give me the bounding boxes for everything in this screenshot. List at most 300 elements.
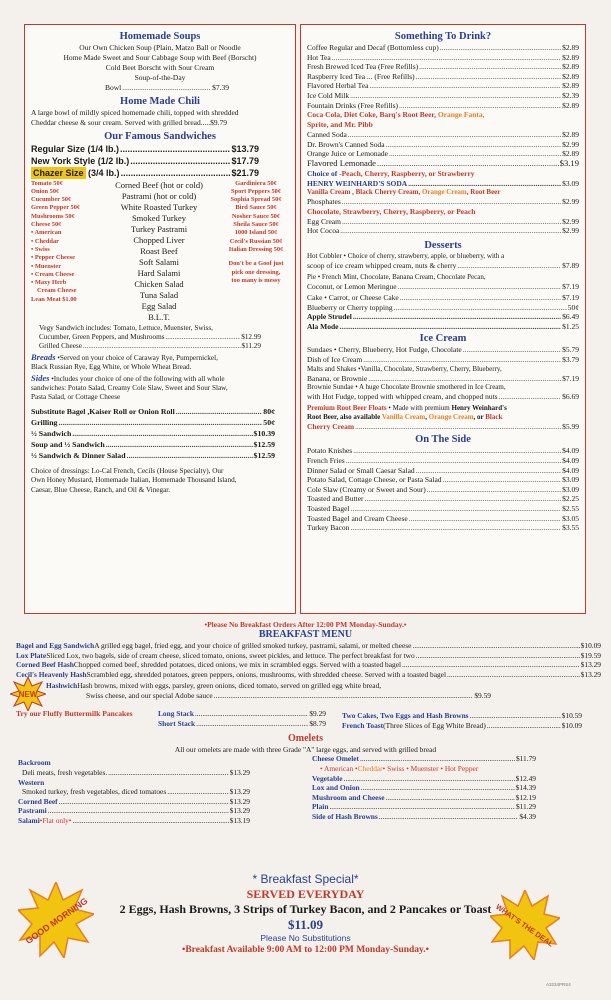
cheese-opt: • Swiss • Muenster • Hot Pepper	[382, 763, 479, 773]
vanilla-flavors: Vanilla Cream , Black Cherry Cream,	[307, 188, 422, 197]
short-stack-label: Short Stack	[158, 719, 196, 729]
malts-line-2	[307, 374, 579, 384]
dessert-row	[307, 293, 579, 303]
size-regular	[31, 143, 289, 155]
sandwich-item: B.L.T.	[148, 311, 170, 322]
extra-tomato: Tomato 50¢	[31, 179, 63, 187]
side-row	[307, 446, 579, 456]
dessert-label: Ala Mode	[307, 321, 339, 331]
drink-price: $2.99	[562, 216, 579, 226]
extra-row	[31, 428, 289, 439]
extra-row	[31, 417, 289, 428]
drink-row	[307, 91, 579, 101]
french-toast-price: $10.09	[561, 721, 582, 731]
size-newyork	[31, 155, 289, 167]
short-stack-price: $8.79	[309, 719, 326, 729]
left-extras	[31, 180, 95, 323]
omelet-name: Cheese Omelet	[312, 754, 359, 764]
breakfast-item	[10, 651, 601, 661]
desserts-title: Desserts	[424, 239, 462, 251]
extra-lean-meat: Lean Meat $1.00	[31, 295, 77, 303]
left-panel	[24, 24, 296, 614]
extra-label: Substitute Bagel ,Kaiser Roll or Onion Roll	[31, 407, 175, 417]
breakfast-item-price: $13.29	[580, 669, 601, 679]
special-hours-text: •Breakfast Available 9:00 AM to 12:00 PM Monday-Sunday.•	[182, 945, 429, 955]
omelet-name: Corned Beef	[18, 796, 58, 806]
drink-price: $2.39	[562, 90, 579, 100]
side-row	[307, 466, 579, 476]
side-label: French Fries	[307, 456, 345, 466]
drink-label: Fresh Brewed Iced Tea (Free Refills)	[307, 62, 419, 72]
omelet-row	[312, 793, 536, 803]
special-items: 2 Eggs, Hash Browns, 3 Strips of Turkey Bacon, and 2 Pancakes or Toast	[119, 902, 492, 916]
extra-pepper-cheese: • Pepper Cheese	[31, 254, 76, 262]
size-regular-price: $13.79	[231, 143, 259, 154]
bowl-label: Bowl	[105, 83, 122, 92]
extra-price: $10.39	[253, 429, 275, 439]
malts-label: Banana, or Brownie	[307, 373, 368, 383]
sandwich-item: Egg Salad	[141, 300, 177, 311]
omelet-name: Backroom	[18, 758, 51, 768]
omelets-right	[312, 754, 536, 821]
new-badge-text: NEW	[18, 690, 38, 700]
float-cherry: Cherry Cream	[307, 421, 355, 431]
drink-row	[307, 159, 579, 169]
brownie-line-1: Brownie Sundae • A huge Chocolate Brownie smothered in Ice Cream,	[307, 383, 506, 392]
omelet-row	[18, 787, 250, 797]
breakfast-item-name: Corned Beef Hash	[16, 660, 74, 670]
drink-row	[307, 130, 579, 140]
chili-desc-1: A large bowl of mildly spiced homemade chili, topped with shredded	[31, 107, 239, 117]
omelet-row	[18, 797, 250, 807]
french-toast-row	[342, 721, 582, 731]
right-panel	[300, 24, 586, 614]
vegy-label: Cucumber, Green Peppers, and Mushrooms	[39, 332, 165, 341]
hashwich-block	[10, 679, 601, 709]
goof-note: pick one dressing,	[231, 268, 281, 276]
omelet-price: $14.39	[515, 783, 536, 793]
drink-label: Ice Cold Milk	[307, 90, 350, 100]
extra-label: ½ Sandwich & Dinner Salad	[31, 451, 126, 461]
whats-the-deal-burst-icon	[490, 890, 560, 960]
pancakes-block	[10, 709, 601, 733]
breakfast-section	[10, 620, 601, 842]
extras-list	[31, 406, 289, 461]
sandwich-item: Tuna Salad	[139, 289, 179, 300]
drink-label: Flavored Lemonade	[307, 157, 376, 168]
ice-cream-title: Ice Cream	[419, 333, 467, 345]
side-price: $2.55	[562, 504, 579, 513]
hashwich-line-2	[86, 691, 491, 701]
breakfast-item-desc: Chopped corned beef, shredded potatoes, diced onions, we mix in scrambled eggs. Served with a toasted bagel	[73, 660, 402, 670]
sides-label: Sides	[31, 372, 50, 383]
side-title: On The Side	[415, 434, 471, 446]
extra-sauce: Gardiniera 50¢	[235, 179, 277, 187]
side-price: $2.25	[562, 494, 579, 504]
float-line-2	[307, 413, 579, 422]
cobbler-line-2	[307, 261, 579, 271]
malts-line-1: Malts and Shakes •Vanilla, Chocolate, Strawberry, Cherry, Blueberry,	[307, 364, 502, 373]
float-title: Premium Root Beer Floats	[307, 403, 387, 412]
phosphates-label: Phosphates	[307, 197, 341, 207]
extra-price: $12.59	[253, 440, 275, 450]
size-regular-label: Regular Size (1/4 lb.)	[31, 143, 120, 154]
sides-line-3: Pasta Salad, or Cottage Cheese	[31, 393, 121, 402]
side-label: Toasted and Butter	[307, 494, 364, 504]
drink-row	[307, 226, 579, 236]
brownie-line-2	[307, 392, 579, 402]
drink-label: Orange Juice or Lemonade	[307, 149, 389, 159]
two-cakes-price: $10.59	[561, 711, 582, 721]
side-row	[307, 456, 579, 466]
phosphates-row	[307, 197, 579, 207]
soups-line-1: Our Own Chicken Soup (Plain, Matzo Ball or Noodle	[79, 43, 241, 52]
omelet-price: $12.19	[515, 792, 536, 802]
pie-label: Coconut, or Lemon Meringue	[307, 281, 397, 291]
short-stack-row	[158, 719, 326, 729]
fanta-label: Orange Fanta,	[437, 110, 485, 120]
extra-cream-cheese: • Cream Cheese	[31, 270, 75, 278]
chili-title: Home Made Chili	[120, 95, 200, 107]
drink-label: Canned Soda	[307, 130, 347, 140]
cheese-opt: • American •	[320, 763, 358, 773]
omelet-row	[312, 783, 536, 793]
breakfast-notice: •Please No Breakfast Orders After 12:00 PM Monday-Sunday.•	[204, 620, 407, 629]
omelets-title: Omelets	[288, 733, 323, 745]
drink-price: $2.89	[562, 62, 579, 72]
long-stack-row	[158, 709, 326, 719]
dish-label: Dish of Ice Cream	[307, 355, 363, 365]
drink-label: Hot Cocoa	[307, 226, 340, 236]
whats-the-deal-text: WHAT'S THE DEAL	[494, 902, 556, 949]
size-newyork-label: New York Style (1/2 lb.)	[31, 155, 130, 166]
sandwich-item: Turkey Pastrami	[130, 223, 188, 234]
brownie-price: $6.69	[562, 392, 579, 402]
two-cakes-row	[342, 711, 582, 721]
orange-cream-label: Orange Cream	[421, 188, 467, 197]
float-text: Root Beer, also available	[307, 412, 382, 421]
sandwich-item: Roast Beef	[140, 245, 178, 256]
coke-line-2: Sprite, and Mr. Pibb	[307, 120, 373, 130]
side-row	[307, 514, 579, 524]
right-extras	[223, 180, 289, 323]
new-burst-icon	[10, 677, 46, 711]
extra-sauce: Sheila Sauce 50¢	[233, 221, 279, 229]
weinhard-label: HENRY WEINHARD'S SODA	[307, 178, 408, 188]
weinhard-row	[307, 179, 579, 189]
side-row	[307, 523, 579, 533]
sandwich-item: Pastrami (hot or cold)	[121, 190, 197, 201]
extra-sauce: Sport Peppers 50¢	[230, 187, 282, 195]
special-no-subs: Please No Substitutions	[260, 933, 351, 943]
extra-sauce: Cecil's Russian 50¢	[229, 237, 283, 245]
drink-price: $2.89	[562, 71, 579, 81]
breads-line-1	[31, 353, 289, 363]
drink-label: Egg Cream	[307, 216, 341, 226]
hashwich-desc: Hash browns, mixed with eggs, parsley, green onions, diced tomato, served on grilled egg white bread,	[77, 681, 382, 691]
extra-label: Grilling	[31, 418, 58, 428]
drink-row	[307, 140, 579, 150]
side-price: $4.09	[562, 456, 579, 466]
drink-label: Hot Tea	[307, 52, 331, 62]
drinks-title: Something To Drink?	[394, 31, 492, 42]
salami-flat: •Flat only•	[39, 815, 72, 825]
breakfast-item-price: $19.59	[580, 650, 601, 660]
long-stack-price: $9.29	[309, 709, 326, 719]
omelet-row	[18, 806, 250, 816]
side-price: $3.09	[562, 475, 579, 485]
omelet-row	[18, 768, 250, 778]
hashwich-line-1	[46, 681, 381, 691]
breakfast-item	[10, 670, 601, 680]
omelet-desc: Smoked turkey, fresh vegetables, diced tomatoes	[22, 787, 167, 797]
breakfast-item-price: $10.09	[580, 641, 601, 650]
extra-sauce: Italian Dressing 50¢	[228, 245, 284, 253]
side-price: $4.09	[562, 446, 579, 456]
chili-desc-2: Cheddar cheese & sour cream. Served with grilled bread.....$9.79	[31, 117, 227, 127]
soups-line-2: Home Made Sweet and Sour Cabbage Soup with Beef (Borscht)	[63, 53, 257, 62]
good-morning-burst-icon	[18, 882, 94, 958]
dessert-label: Cake • Carrot, or Cheese Cake	[307, 293, 399, 303]
omelet-price: $4.39	[519, 811, 536, 821]
size-chazer	[31, 167, 289, 179]
extra-maxy-herb: • Maxy Herb	[31, 279, 67, 287]
grilled-cheese-row	[31, 342, 289, 351]
extra-sauce: 1000 Island 50¢	[234, 229, 278, 237]
long-stack-label: Long Stack	[158, 709, 194, 719]
pie-price: $7.19	[562, 281, 579, 291]
side-price: $4.09	[562, 465, 579, 475]
dressings-line-1: Choice of dressings: Lo-Cal French, Cecils (House Specialty), Our	[31, 467, 224, 476]
two-cakes-label: Two Cakes, Two Eggs and Hash Browns	[342, 711, 469, 721]
omelet-row	[18, 816, 250, 826]
omelet-price: $13.29	[229, 806, 250, 816]
breakfast-item-name: Cecil's Heavenly Hash	[16, 669, 87, 679]
breakfast-item	[10, 641, 601, 651]
drink-row	[307, 43, 579, 53]
extra-row	[31, 406, 289, 417]
dessert-price: $1.25	[562, 321, 579, 331]
french-toast-desc: (Three Slices of Egg White Bread)	[383, 721, 486, 731]
extra-cucumber: Cucumber 50¢	[31, 196, 72, 204]
drink-row	[307, 62, 579, 72]
sandwich-item: White Roasted Turkey	[120, 201, 198, 212]
coke-line-1	[307, 110, 579, 120]
float-line-1	[307, 404, 579, 413]
omelet-name: Plain	[312, 802, 329, 812]
drink-label: Dr. Brown's Canned Soda	[307, 139, 385, 149]
weinhard-price: $3.09	[562, 178, 579, 188]
chazer-price: $21.79	[231, 167, 259, 178]
extra-price: 50¢	[263, 418, 275, 428]
side-price: $3.55	[562, 523, 579, 533]
dessert-row	[307, 312, 579, 322]
breakfast-item-name: Lox Plate	[16, 650, 47, 660]
grilled-cheese-label: Grilled Cheese	[39, 342, 82, 350]
extra-row	[31, 439, 289, 450]
hashwich-desc-2: Swiss cheese, and our special Adobe sauce	[86, 691, 213, 701]
grilled-cheese-price: $11.29	[241, 342, 261, 350]
bowl-price: $7.39	[212, 83, 229, 92]
choice-flavors: -Peach, Cherry, Raspberry, or Strawberry	[339, 168, 475, 178]
drink-label: Fountain Drinks (Free Refills)	[307, 100, 399, 110]
omelet-name: Vegetable	[312, 773, 343, 783]
drink-price: $2.89	[562, 149, 579, 159]
cobbler-price: $7.89	[562, 260, 579, 270]
float-text: • Made with premium	[386, 403, 452, 412]
dessert-price: 50¢	[567, 302, 579, 312]
sandwiches-title: Our Famous Sandwiches	[104, 130, 216, 142]
omelet-desc: Deli meats, fresh vegetables.	[22, 767, 108, 777]
special-title: * Breakfast Special*	[252, 872, 359, 886]
hashwich-name: Hashwich	[46, 681, 78, 691]
extra-muenster: • Muenster	[31, 262, 62, 270]
dish-price: $3.79	[562, 355, 579, 365]
breakfast-item-name: Bagel and Egg Sandwich	[16, 641, 95, 650]
choc-line: Chocolate, Strawberry, Cherry, Raspberry, or Peach	[307, 206, 476, 216]
side-row	[307, 494, 579, 504]
root-beer-label: , Root Beer	[466, 188, 501, 197]
omelet-row	[312, 774, 536, 784]
omelet-price: $13.29	[229, 787, 250, 797]
sides-line-1	[31, 374, 289, 384]
dessert-price: $7.19	[562, 293, 579, 303]
extra-sauce: Bird Sauce 50¢	[235, 204, 277, 212]
french-toast-label: French Toast	[342, 721, 384, 731]
breads-line-2: Black Russian Rye, Egg White, or Whole Wheat Bread.	[31, 363, 192, 372]
omelet-name: Western	[18, 777, 45, 787]
omelet-name: Mushroom and Cheese	[312, 792, 385, 802]
drink-row	[307, 101, 579, 111]
breads-text: •Served on your choice of Caraway Rye, Pumpernickel,	[55, 354, 218, 363]
drink-price: $2.99	[562, 139, 579, 149]
sandwich-item: Chopped Liver	[133, 234, 185, 245]
side-label: Dinner Salad or Small Caesar Salad	[307, 465, 415, 475]
side-row	[307, 504, 579, 514]
soups-line-4: Soup-of-the-Day	[134, 73, 186, 82]
goof-note: Don't be a Goof just	[228, 260, 284, 268]
drink-price: $2.89	[562, 100, 579, 110]
cheese-options	[312, 764, 536, 774]
breakfast-item-price: $13.29	[580, 660, 601, 670]
side-label: Potato Salad, Cottage Cheese, or Pasta Salad	[307, 475, 442, 485]
extra-onion: Onion 50¢	[31, 187, 60, 195]
soups-line-3: Cold Beet Borscht with Sour Cream	[105, 63, 215, 72]
omelet-row	[312, 802, 536, 812]
omelet-price: $13.29	[229, 796, 250, 806]
dressings-line-3: Caesar, Blue Cheese, Ranch, and Oil & Vinegar.	[31, 485, 171, 494]
hashwich-price: $9.59	[474, 691, 491, 701]
sandwich-item: Hard Salami	[137, 267, 181, 278]
extra-label: ½ Sandwich	[31, 429, 72, 439]
dessert-label: Blueberry or Cherry topping	[307, 302, 393, 312]
cheese-opt: Cheddar	[357, 763, 383, 773]
extra-maxy-herb-2: Cream Cheese	[37, 287, 77, 295]
omelet-price: $13.29	[229, 767, 250, 777]
extra-sauce: Sophia Spread 50¢	[230, 196, 282, 204]
extra-green-pepper: Green Pepper 50¢	[31, 204, 81, 212]
drink-label: Coffee Regular and Decaf (Bottomless cup)	[307, 43, 439, 52]
float-brand: Henry Weinhard's	[451, 403, 507, 412]
float-line-3	[307, 422, 579, 432]
drink-row	[307, 217, 579, 227]
omelet-name: Lox and Onion	[312, 783, 360, 793]
vegy-price: $12.99	[241, 332, 261, 341]
size-newyork-price: $17.79	[231, 155, 259, 166]
choice-label: Choice of	[307, 168, 340, 178]
sundaes-row	[307, 345, 579, 355]
omelets-columns	[10, 754, 601, 842]
pie-line-1: Pie • French Mint, Chocolate, Banana Cream, Chocolate Pecan,	[307, 272, 486, 281]
brownie-label: with Hot Fudge, topped with whipped cream, and chopped nuts	[307, 392, 498, 402]
side-label: Toasted Bagel and Cream Cheese	[307, 513, 408, 523]
omelet-price: $11.79	[515, 754, 536, 764]
omelet-row	[18, 758, 250, 768]
dessert-row	[307, 322, 579, 332]
extra-row	[31, 450, 289, 461]
omelets-left	[18, 758, 250, 825]
extra-cheese: Cheese 50¢	[31, 221, 62, 229]
omelet-name: Pastrami	[18, 806, 47, 816]
dish-row	[307, 355, 579, 365]
sandwich-columns	[31, 180, 289, 323]
drink-row	[307, 72, 579, 82]
sandwich-item: Soft Salami	[139, 256, 179, 267]
omelet-row	[312, 754, 536, 764]
drink-price: $2.89	[562, 130, 579, 140]
omelet-price: $11.29	[515, 802, 536, 812]
float-vanilla: Vanilla Cream	[381, 412, 426, 421]
side-label: Cole Slaw (Creamy or Sweet and Sour)	[307, 484, 426, 494]
sides-line-2: sandwiches: Potato Salad, Creamy Cole Slaw, Sweet and Sour Slaw,	[31, 383, 228, 392]
pancakes-label: Try our Fluffy Buttermilk Pancakes	[16, 709, 133, 719]
special-served: SERVED EVERYDAY	[246, 887, 365, 901]
float-sep: , or	[473, 412, 486, 421]
sandwich-item: Corned Beef (hot or cold)	[115, 179, 203, 190]
choice-line	[307, 169, 579, 179]
vegy-line-2	[31, 333, 289, 342]
float-orange: Orange Cream	[428, 412, 474, 421]
float-price: $5.99	[562, 421, 579, 431]
extra-label: Soup and ½ Sandwich	[31, 440, 105, 450]
goof-note: too many is messy	[231, 276, 281, 284]
side-row	[307, 475, 579, 485]
chazer-highlight: Chazer Size	[33, 167, 84, 178]
side-price: $3.09	[562, 484, 579, 494]
omelets-subtitle: All our omelets are made with three Grade "A" large eggs, and served with grilled bread	[174, 745, 437, 755]
dessert-price: $6.49	[562, 312, 579, 322]
cobbler-label: scoop of ice cream whipped cream, nuts & cherry	[307, 260, 457, 270]
print-code: A3234PRS4	[546, 982, 571, 987]
sandwich-item: Smoked Turkey	[131, 212, 187, 223]
extra-mushrooms: Mushrooms 50¢	[31, 212, 75, 220]
omelet-row	[312, 812, 536, 822]
good-morning-text: GOOD MORNING	[23, 895, 90, 946]
pie-line-2	[307, 282, 579, 292]
extra-american: • American	[31, 229, 62, 237]
breakfast-item	[10, 660, 601, 670]
chazer-weight: (3/4 lb.)	[88, 167, 120, 178]
float-black: Black	[485, 412, 503, 421]
breakfast-item-desc: Sliced Lox, two bagels, side of cream cheese, sliced tomato, onions, sweet pickles, and lettuce. The perfect breakfast for two	[46, 650, 415, 660]
sides-text: •Includes your choice of one of the following with all whole	[49, 374, 225, 383]
drink-row	[307, 53, 579, 63]
vegy-line-1: Vegy Sandwich includes: Tomato, Lettuce, Muenster, Swiss,	[39, 323, 213, 332]
soups-title: Homemade Soups	[119, 31, 201, 42]
breakfast-title: BREAKFAST MENU	[258, 629, 353, 640]
phosphates-price: $2.99	[562, 197, 579, 207]
float-sep: ,	[425, 412, 429, 421]
